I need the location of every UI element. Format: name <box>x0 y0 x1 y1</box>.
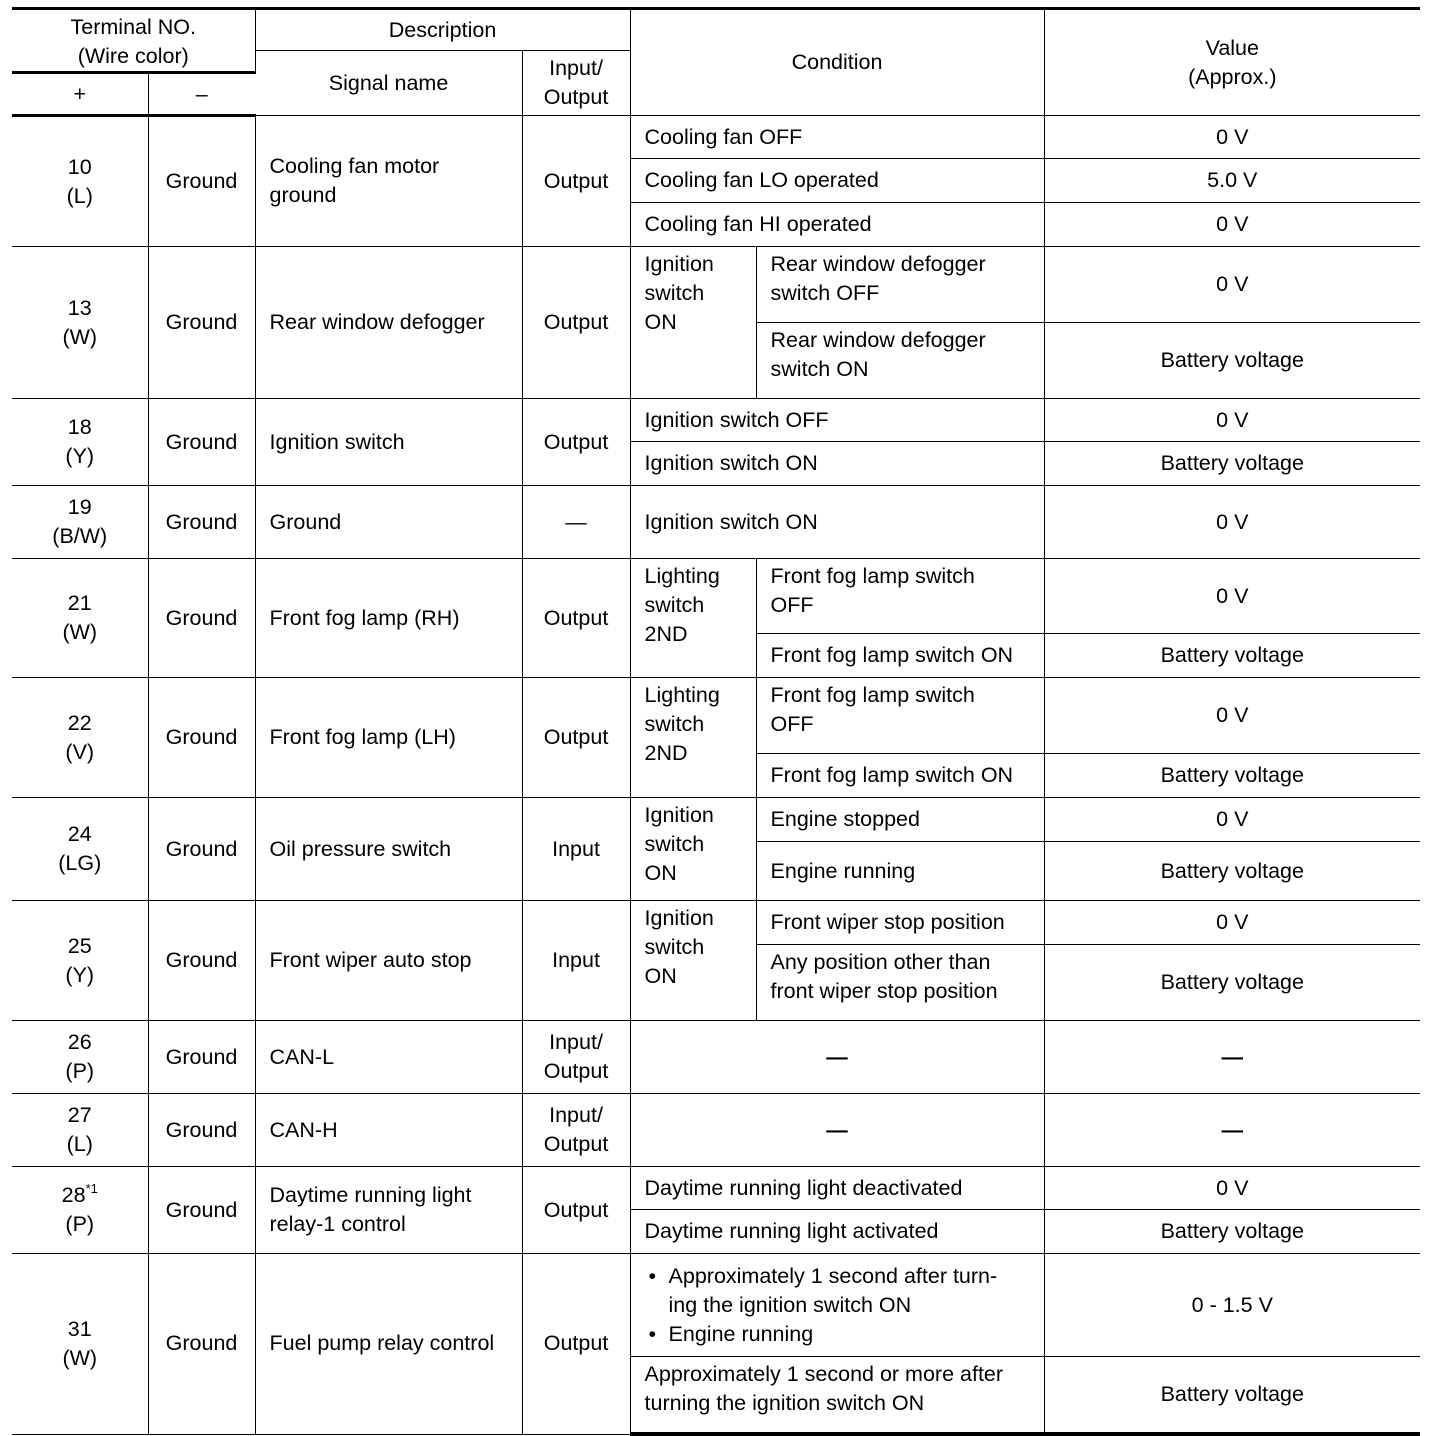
ground-cell: Ground <box>148 1094 255 1167</box>
input-output-cell: Input <box>522 798 630 901</box>
condition-cell: Rear window defogger switch ON <box>756 323 1044 399</box>
terminal-cell <box>12 798 148 901</box>
input-output-cell: — <box>522 486 630 559</box>
value-cell: Battery voltage <box>1044 1210 1420 1254</box>
signal-name-cell: Front fog lamp (LH) <box>255 678 522 798</box>
ground-cell: Ground <box>148 559 255 678</box>
ground-cell: Ground <box>148 399 255 486</box>
value-cell: 0 V <box>1044 486 1420 559</box>
input-output-cell: Output <box>522 116 630 247</box>
terminal-number: 28 <box>61 1183 86 1207</box>
condition-group-cell: Ignition switch ON <box>630 247 756 399</box>
terminal-cell <box>12 1167 148 1254</box>
header-plus: + <box>12 73 148 116</box>
condition-cell: Daytime running light deactivated <box>630 1167 1044 1210</box>
terminal-cell <box>12 1254 148 1435</box>
wire-color: (Y) <box>65 444 95 468</box>
ground-cell: Ground <box>148 901 255 1021</box>
value-cell: 0 V <box>1044 1167 1420 1210</box>
condition-bullet-item: • Approximately 1 second after turn- ing the ignition switch ON <box>645 1262 1030 1320</box>
condition-cell: Front fog lamp switch ON <box>756 754 1044 798</box>
condition-group-cell: Lighting switch 2ND <box>630 678 756 798</box>
header-description: Description <box>255 9 630 51</box>
terminal-cell <box>12 1094 148 1167</box>
value-cell: 0 - 1.5 V <box>1044 1254 1420 1357</box>
terminal-cell <box>12 247 148 399</box>
condition-bullets <box>645 1262 1030 1349</box>
wire-color: (W) <box>62 324 98 349</box>
terminal-number: 19 <box>67 495 92 519</box>
terminal-table <box>12 7 1420 1436</box>
signal-name-cell: Front wiper auto stop <box>255 901 522 1021</box>
condition-bullet-item: • Engine running <box>645 1320 1030 1349</box>
terminal-cell <box>12 559 148 678</box>
input-output-cell: Input/ Output <box>522 1094 630 1167</box>
value-cell: Battery voltage <box>1044 945 1420 1021</box>
terminal-cell <box>12 486 148 559</box>
condition-cell: Rear window defogger switch OFF <box>756 247 1044 323</box>
condition-group-cell: Ignition switch ON <box>630 798 756 901</box>
ground-cell: Ground <box>148 1021 255 1094</box>
ground-cell: Ground <box>148 798 255 901</box>
value-cell: — <box>1044 1094 1420 1167</box>
signal-name-cell: Front fog lamp (RH) <box>255 559 522 678</box>
condition-cell: Cooling fan LO operated <box>630 159 1044 203</box>
condition-cell: Front fog lamp switch ON <box>756 634 1044 678</box>
wire-color: (B/W) <box>52 524 108 548</box>
terminal-number: 27 <box>67 1103 92 1127</box>
terminal-cell <box>12 116 148 247</box>
signal-name-cell: Daytime running light relay-1 control <box>255 1167 522 1254</box>
wire-color: (P) <box>65 1212 95 1236</box>
condition-cell: Any position other than front wiper stop position <box>756 945 1044 1021</box>
condition-cell: Approximately 1 second or more after turning the ignition switch ON <box>630 1357 1044 1435</box>
value-cell: 0 V <box>1044 798 1420 842</box>
wire-color: (W) <box>62 1345 98 1370</box>
input-output-cell: Output <box>522 1167 630 1254</box>
condition-cell: Front wiper stop position <box>756 901 1044 945</box>
header-value <box>1044 9 1420 116</box>
terminal-footnote: *1 <box>85 1181 98 1196</box>
value-cell: 5.0 V <box>1044 159 1420 203</box>
wire-color: (L) <box>66 1132 93 1156</box>
header-value-label: Value <box>1205 35 1259 60</box>
value-cell: Battery voltage <box>1044 323 1420 399</box>
wire-color: (L) <box>66 183 93 208</box>
condition-group-cell: Ignition switch ON <box>630 901 756 1021</box>
value-cell: 0 V <box>1044 678 1420 754</box>
signal-name-cell: CAN-H <box>255 1094 522 1167</box>
condition-cell: Engine stopped <box>756 798 1044 842</box>
input-output-cell: Output <box>522 1254 630 1435</box>
signal-name-cell: Ignition switch <box>255 399 522 486</box>
condition-cell: Ignition switch OFF <box>630 399 1044 442</box>
value-cell: 0 V <box>1044 399 1420 442</box>
ground-cell: Ground <box>148 1167 255 1254</box>
condition-group-cell: Lighting switch 2ND <box>630 559 756 678</box>
value-cell: 0 V <box>1044 116 1420 159</box>
wire-color: (P) <box>65 1059 95 1083</box>
condition-cell: Ignition switch ON <box>630 442 1044 486</box>
value-cell: Battery voltage <box>1044 634 1420 678</box>
ground-cell: Ground <box>148 247 255 399</box>
header-terminal <box>12 9 255 73</box>
terminal-number: 24 <box>67 822 92 846</box>
header-signal-name: Signal name <box>255 51 522 116</box>
header-minus: – <box>148 73 255 116</box>
value-cell: 0 V <box>1044 247 1420 323</box>
terminal-cell <box>12 678 148 798</box>
input-output-cell: Output <box>522 399 630 486</box>
condition-cell: Engine running <box>756 842 1044 901</box>
signal-name-cell: Rear window defogger <box>255 247 522 399</box>
wire-color: (LG) <box>58 851 102 875</box>
ground-cell: Ground <box>148 116 255 247</box>
terminal-number: 10 <box>67 154 92 179</box>
condition-cell: Cooling fan HI operated <box>630 203 1044 247</box>
ground-cell: Ground <box>148 1254 255 1435</box>
condition-cell: Daytime running light activated <box>630 1210 1044 1254</box>
terminal-cell <box>12 901 148 1021</box>
input-output-cell: Input/ Output <box>522 1021 630 1094</box>
condition-cell: Ignition switch ON <box>630 486 1044 559</box>
input-output-cell: Output <box>522 678 630 798</box>
terminal-number: 25 <box>67 933 92 958</box>
value-cell: Battery voltage <box>1044 442 1420 486</box>
value-cell: Battery voltage <box>1044 1357 1420 1435</box>
wire-color: (W) <box>62 620 98 644</box>
value-cell: 0 V <box>1044 203 1420 247</box>
input-output-cell: Input <box>522 901 630 1021</box>
terminal-number: 22 <box>67 710 92 735</box>
value-cell: Battery voltage <box>1044 754 1420 798</box>
terminal-cell <box>12 1021 148 1094</box>
wire-color: (V) <box>65 739 95 764</box>
value-cell: Battery voltage <box>1044 842 1420 901</box>
header-terminal-no: Terminal NO. <box>70 15 196 39</box>
wire-color: (Y) <box>65 962 95 987</box>
condition-cell: Front fog lamp switch OFF <box>756 678 1044 754</box>
condition-cell: Front fog lamp switch OFF <box>756 559 1044 634</box>
condition-cell: — <box>630 1021 1044 1094</box>
value-cell: 0 V <box>1044 901 1420 945</box>
condition-cell <box>630 1254 1044 1357</box>
condition-cell: — <box>630 1094 1044 1167</box>
signal-name-cell: Oil pressure switch <box>255 798 522 901</box>
terminal-number: 13 <box>67 295 92 320</box>
terminal-number: 18 <box>67 415 92 439</box>
terminal-number: 21 <box>67 591 92 615</box>
header-condition: Condition <box>630 9 1044 116</box>
value-cell: — <box>1044 1021 1420 1094</box>
signal-name-cell: CAN-L <box>255 1021 522 1094</box>
input-output-cell: Output <box>522 247 630 399</box>
value-cell: 0 V <box>1044 559 1420 634</box>
ground-cell: Ground <box>148 678 255 798</box>
signal-name-cell: Cooling fan motor ground <box>255 116 522 247</box>
terminal-number: 26 <box>67 1030 92 1054</box>
terminal-number: 31 <box>67 1316 92 1341</box>
signal-name-cell: Ground <box>255 486 522 559</box>
signal-name-cell: Fuel pump relay control <box>255 1254 522 1435</box>
input-output-cell: Output <box>522 559 630 678</box>
ground-cell: Ground <box>148 486 255 559</box>
terminal-cell <box>12 399 148 486</box>
header-input-output: Input/ Output <box>522 51 630 116</box>
condition-cell: Cooling fan OFF <box>630 116 1044 159</box>
header-wire-color: (Wire color) <box>77 44 189 68</box>
header-approx-label: (Approx.) <box>1188 64 1277 89</box>
